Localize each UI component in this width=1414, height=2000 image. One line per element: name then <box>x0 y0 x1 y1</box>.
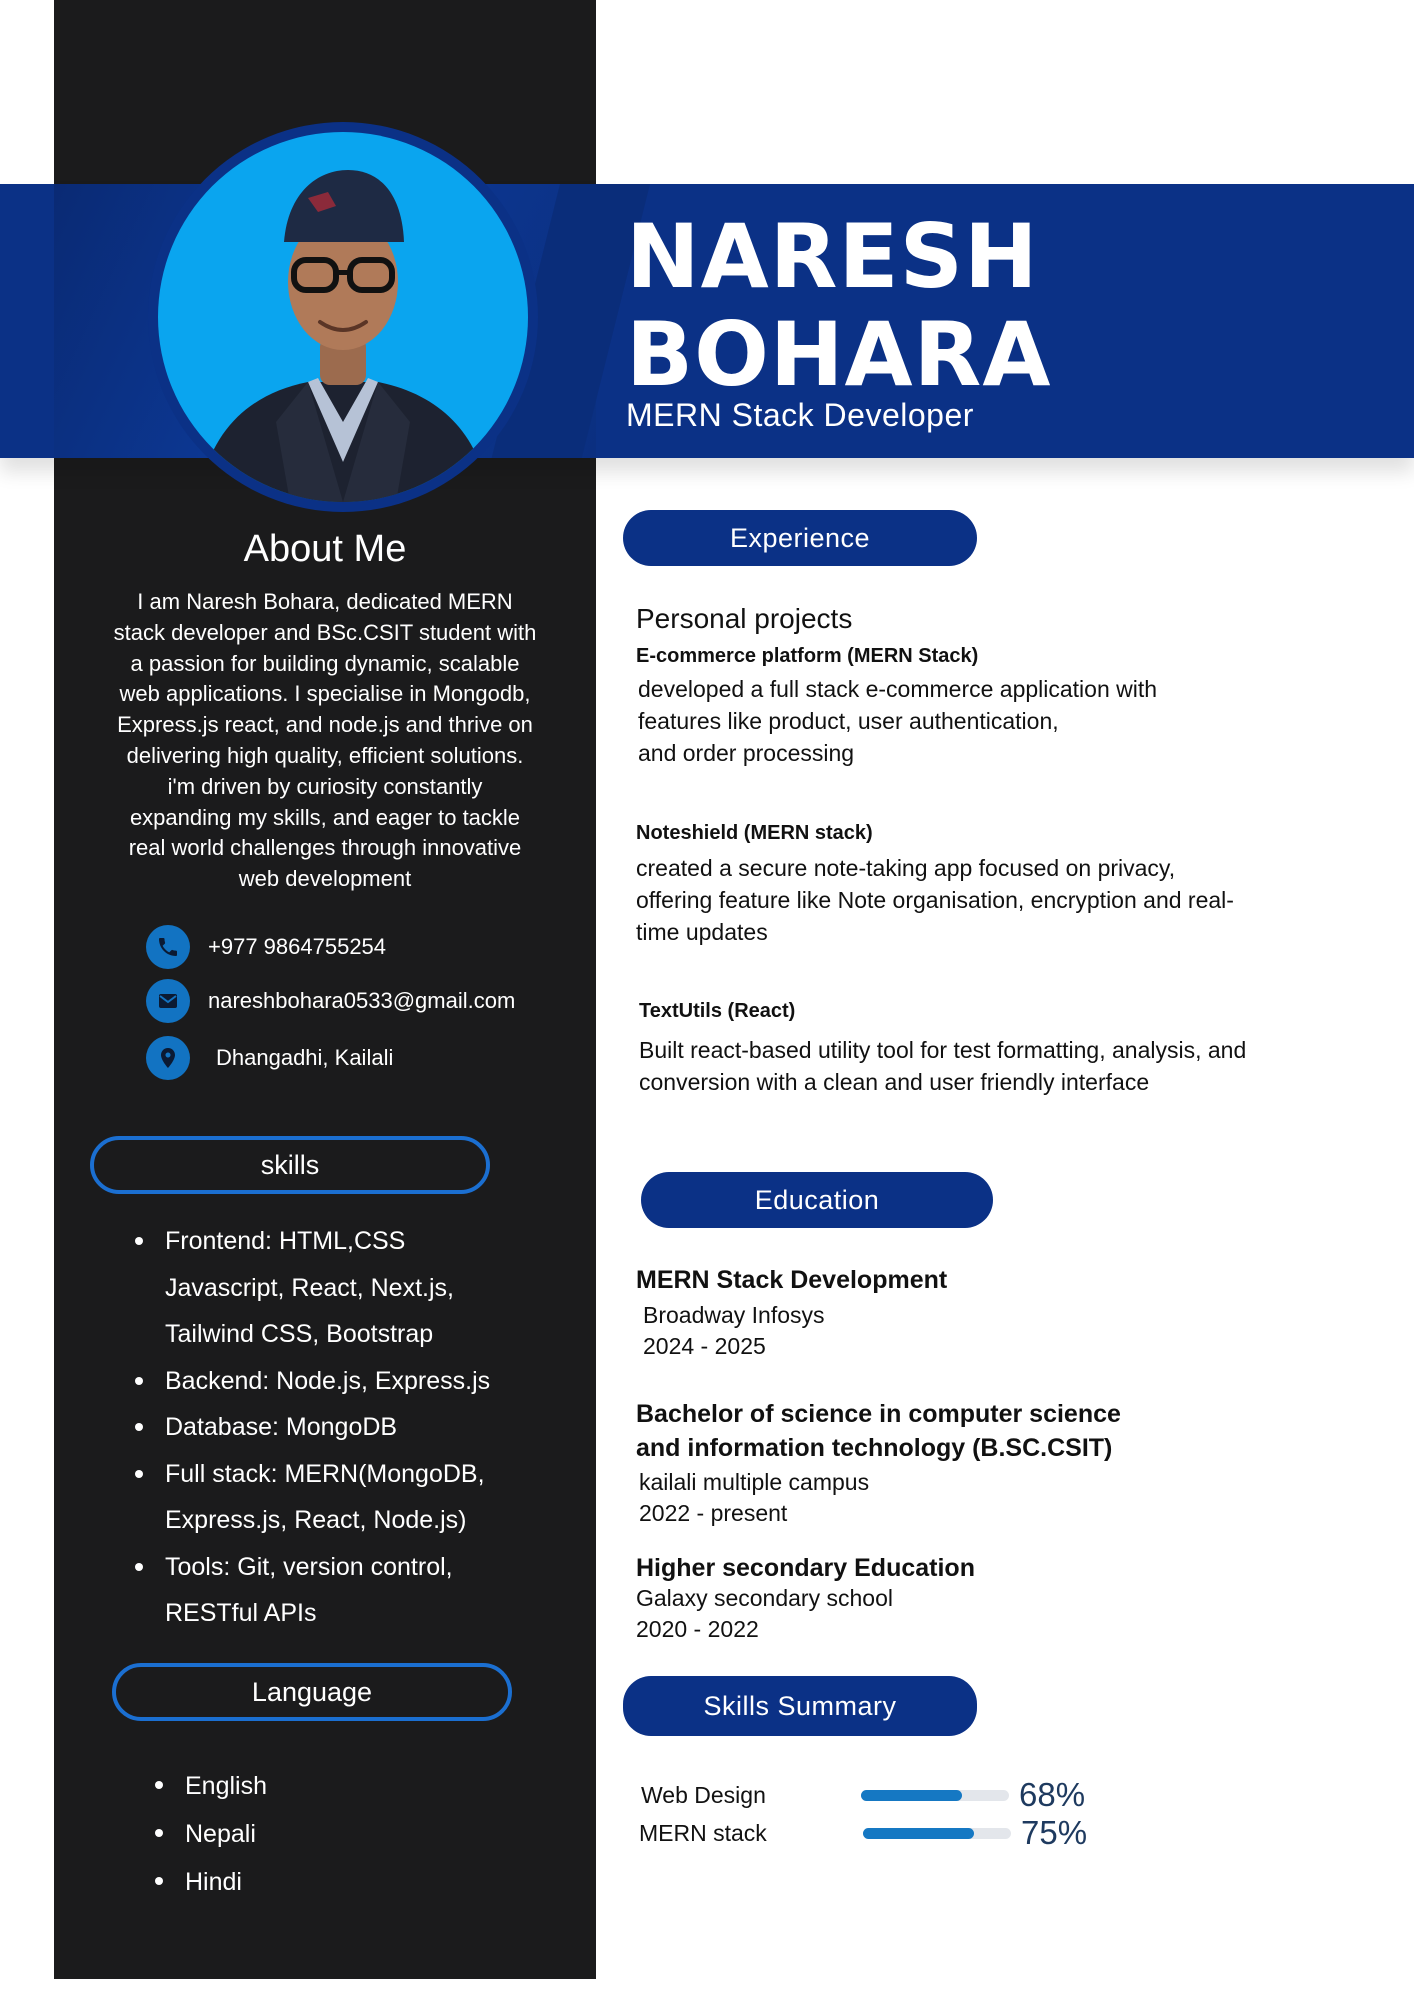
education-institution: Broadway Infosys <box>643 1302 825 1328</box>
project-line: and order processing <box>638 740 855 766</box>
language-list <box>155 1762 267 1906</box>
language-item: Nepali <box>155 1810 267 1858</box>
skill-meter-label: MERN stack <box>639 1819 767 1846</box>
skill-meter-row <box>639 1814 1087 1852</box>
experience-heading: Experience <box>623 510 977 566</box>
skill-item: Full stack: MERN(MongoDB, <box>135 1451 490 1498</box>
profile-photo <box>158 132 528 502</box>
email-address: nareshbohara0533@gmail.com <box>208 988 516 1013</box>
education-title-line: Bachelor of science in computer science <box>636 1400 1121 1428</box>
project-title: E-commerce platform (MERN Stack) <box>636 645 979 667</box>
skill-item-continued: Express.js, React, Node.js) <box>165 1506 467 1534</box>
job-title: MERN Stack Developer <box>626 397 974 433</box>
skills-summary-heading: Skills Summary <box>623 1676 977 1736</box>
education-years: 2022 - present <box>639 1500 788 1526</box>
about-line: a passion for building dynamic, scalable <box>130 650 520 676</box>
first-name: NARESH <box>626 205 1039 308</box>
full-name <box>626 205 1052 406</box>
skill-meter-row <box>641 1776 1085 1814</box>
project-title: TextUtils (React) <box>639 1000 796 1022</box>
language-item: English <box>155 1762 267 1810</box>
phone-number: +977 9864755254 <box>208 934 387 959</box>
phone-icon <box>146 925 190 969</box>
contact-phone <box>146 925 386 969</box>
project-line: created a secure note-taking app focused on privacy, <box>636 855 1176 881</box>
skill-meter-label: Web Design <box>641 1781 766 1808</box>
education-title <box>636 1397 1121 1465</box>
about-line: web applications. I specialise in Mongodb, <box>119 681 531 707</box>
location-text: Dhangadhi, Kailali <box>216 1045 394 1070</box>
skill-item-continued: RESTful APIs <box>165 1599 317 1627</box>
about-line: real world challenges through innovative <box>128 835 522 861</box>
location-pin-icon <box>146 1036 190 1080</box>
skill-item: Database: MongoDB <box>135 1404 490 1451</box>
skill-meter-fill <box>861 1790 962 1801</box>
language-item: Hindi <box>155 1858 267 1906</box>
mail-icon <box>146 979 190 1023</box>
project-description <box>636 852 1234 948</box>
education-years: 2020 - 2022 <box>636 1616 759 1642</box>
skill-item-continued: Tailwind CSS, Bootstrap <box>165 1320 434 1348</box>
skill-meter-track <box>863 1828 1011 1839</box>
project-description <box>638 673 1157 769</box>
about-line: delivering high quality, efficient solutions. <box>126 742 524 768</box>
skill-item: Tools: Git, version control, <box>135 1544 490 1591</box>
project-line: developed a full stack e-commerce application with <box>638 676 1158 702</box>
about-line: stack developer and BSc.CSIT student with <box>113 619 537 645</box>
project-line: time updates <box>636 919 768 945</box>
about-line: web development <box>238 866 412 892</box>
project-description <box>639 1034 1246 1098</box>
skill-meter-fill <box>863 1828 974 1839</box>
about-line: Express.js react, and node.js and thrive on <box>117 712 533 738</box>
education-details <box>639 1467 869 1529</box>
education-details <box>636 1583 893 1645</box>
education-details <box>643 1300 825 1362</box>
education-institution: Galaxy secondary school <box>636 1585 893 1611</box>
person-illustration <box>158 132 528 502</box>
project-line: features like product, user authentication, <box>638 708 1059 734</box>
language-heading: Language <box>112 1663 512 1721</box>
education-heading: Education <box>641 1172 993 1228</box>
skill-item: Frontend: HTML,CSS <box>135 1218 490 1265</box>
skills-heading: skills <box>90 1136 490 1194</box>
education-title-line: and information technology (B.SC.CSIT) <box>636 1434 1113 1462</box>
education-years: 2024 - 2025 <box>643 1333 766 1359</box>
about-text <box>90 587 560 895</box>
skills-list <box>135 1218 490 1637</box>
education-institution: kailali multiple campus <box>639 1469 870 1495</box>
contact-email <box>146 979 515 1023</box>
about-line: i'm driven by curiosity constantly <box>167 773 483 799</box>
project-line: Built react-based utility tool for test formatting, analysis, and <box>639 1037 1247 1063</box>
education-title: Higher secondary Education <box>636 1554 975 1582</box>
about-line: expanding my skills, and eager to tackle <box>129 804 521 830</box>
last-name: BOHARA <box>626 303 1052 406</box>
skill-item: Backend: Node.js, Express.js <box>135 1358 490 1405</box>
skill-meter-track <box>861 1790 1009 1801</box>
contact-location <box>146 1036 393 1080</box>
about-line: I am Naresh Bohara, dedicated MERN <box>137 589 513 614</box>
skill-meter-percent: 68% <box>1019 1776 1086 1813</box>
about-heading: About Me <box>243 528 407 570</box>
education-title: MERN Stack Development <box>636 1266 948 1294</box>
skill-meter-percent: 75% <box>1021 1814 1088 1851</box>
project-title: Noteshield (MERN stack) <box>636 822 873 844</box>
projects-section-title: Personal projects <box>636 603 853 634</box>
project-line: offering feature like Note organisation, encryption and real- <box>636 887 1234 913</box>
skill-item-continued: Javascript, React, Next.js, <box>165 1273 454 1302</box>
project-line: conversion with a clean and user friendly interface <box>639 1069 1150 1095</box>
